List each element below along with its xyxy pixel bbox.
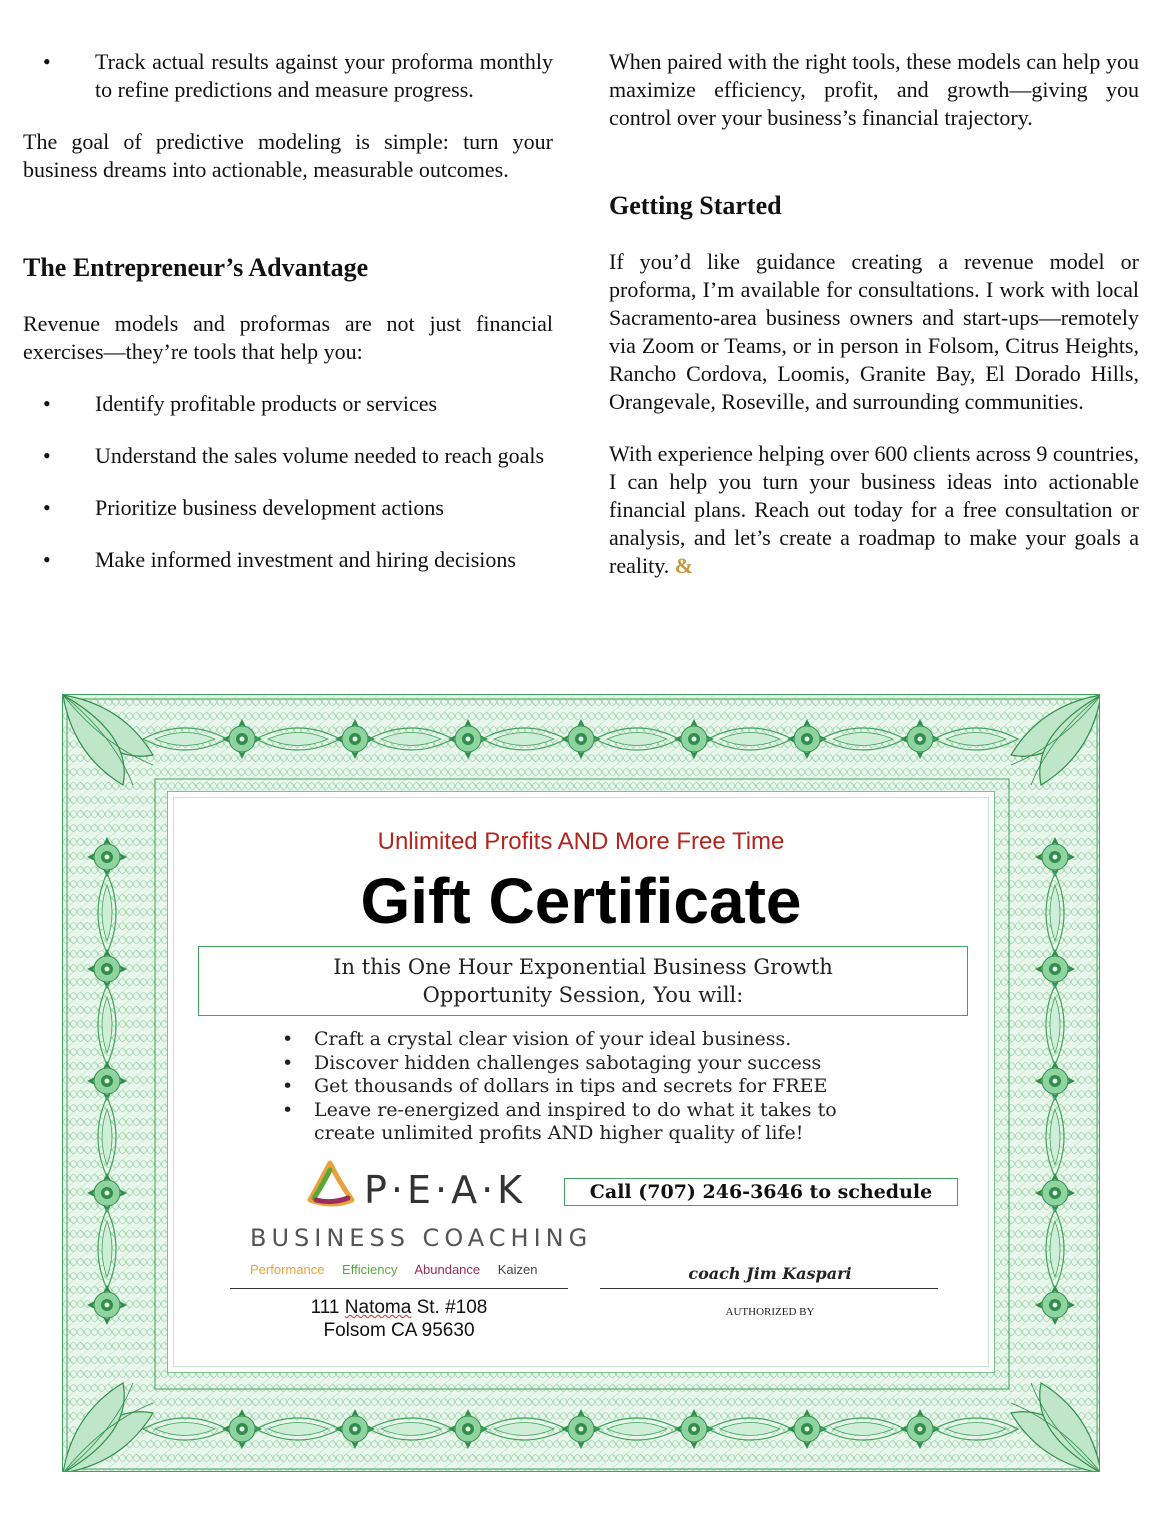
experience-paragraph	[609, 440, 1139, 580]
certificate-title: Gift Certificate	[360, 865, 802, 937]
peak-logo-name: P·E·A·K	[364, 1168, 527, 1212]
session-description-box	[198, 946, 968, 1016]
getting-started-heading: Getting Started	[609, 191, 782, 220]
authorized-by-label: AUTHORIZED BY	[725, 1306, 815, 1318]
experience-text: With experience helping over 600 clients across 9 countries, I can help you turn your business ideas into actionable financial plans. Reach out today for a free consultation or analysis, and let’s create a roadmap to make your goals a reality.	[609, 441, 1139, 578]
certificate-panel	[173, 797, 989, 1367]
gift-certificate	[62, 694, 1100, 1472]
value-efficiency: Efficiency	[342, 1262, 398, 1277]
peak-logo-values	[250, 1262, 552, 1277]
list-item: • Discover hidden challenges sabotaging your success	[282, 1052, 902, 1076]
address-street: 111 Natoma St. #108	[310, 1297, 488, 1318]
session-line: Opportunity Session, You will:	[422, 983, 744, 1007]
coach-signature: coach Jim Kaspari	[688, 1264, 852, 1283]
list-item: • Craft a crystal clear vision of your ideal business.	[282, 1028, 902, 1052]
left-column	[23, 48, 553, 574]
guidance-paragraph: If you’d like guidance creating a revenue model or proforma, I’m available for consultations. I work with local Sacramento-area business owners and start-ups—remotely via Zoom or Teams, or in person in Folsom, Citrus Heights, Rancho Cordova, Loomis, Granite Bay, El Dorado Hills, Orangevale, Roseville, and surrounding communities.	[609, 249, 1139, 414]
right-column	[609, 48, 1139, 580]
list-item: • Leave re-energized and inspired to do what it takes to create unlimited profits AND higher quality of life!	[282, 1099, 902, 1146]
address-divider	[230, 1288, 568, 1289]
peak-logo	[234, 1160, 593, 1280]
list-item: • Track actual results against your proforma monthly to refine predictions and measure progress.	[23, 48, 553, 104]
address-line-2: Folsom CA 95630	[323, 1320, 475, 1341]
tracking-bullet-list	[23, 48, 553, 104]
business-address	[230, 1296, 568, 1342]
tools-paragraph: When paired with the right tools, these models can help you maximize efficiency, profit, and growth—giving you control over your business’s financial trajectory.	[609, 49, 1139, 130]
list-item: • Get thousands of dollars in tips and secrets for FREE	[282, 1075, 902, 1099]
list-item: • Identify profitable products or services	[23, 390, 553, 418]
session-line: In this One Hour Exponential Business Growth	[333, 955, 833, 979]
signature-line	[600, 1288, 938, 1289]
call-to-schedule-box: Call (707) 246-3646 to schedule	[564, 1178, 958, 1206]
address-line-1	[230, 1296, 568, 1319]
list-item: • Make informed investment and hiring decisions	[23, 546, 553, 574]
peak-triangle-icon	[302, 1160, 358, 1212]
street-name: Natoma	[344, 1297, 412, 1318]
advantage-heading: The Entrepreneur’s Advantage	[23, 253, 369, 282]
goal-paragraph: The goal of predictive modeling is simple: turn your business dreams into actionable, measurable outcomes.	[23, 129, 553, 182]
value-abundance: Abundance	[414, 1262, 481, 1277]
session-benefits-list	[282, 1028, 902, 1146]
value-performance: Performance	[250, 1262, 325, 1277]
advantage-intro-paragraph: Revenue models and proformas are not just financial exercises—they’re tools that help you:	[23, 311, 553, 364]
value-kaizen: Kaizen	[497, 1262, 538, 1277]
list-item: • Understand the sales volume needed to reach goals	[23, 442, 553, 470]
certificate-tagline: Unlimited Profits AND More Free Time	[377, 828, 785, 855]
ampersand-mark: &	[674, 553, 694, 578]
advantage-bullet-list	[23, 390, 553, 574]
list-item: • Prioritize business development actions	[23, 494, 553, 522]
peak-logo-subtitle: BUSINESS COACHING	[250, 1224, 593, 1252]
